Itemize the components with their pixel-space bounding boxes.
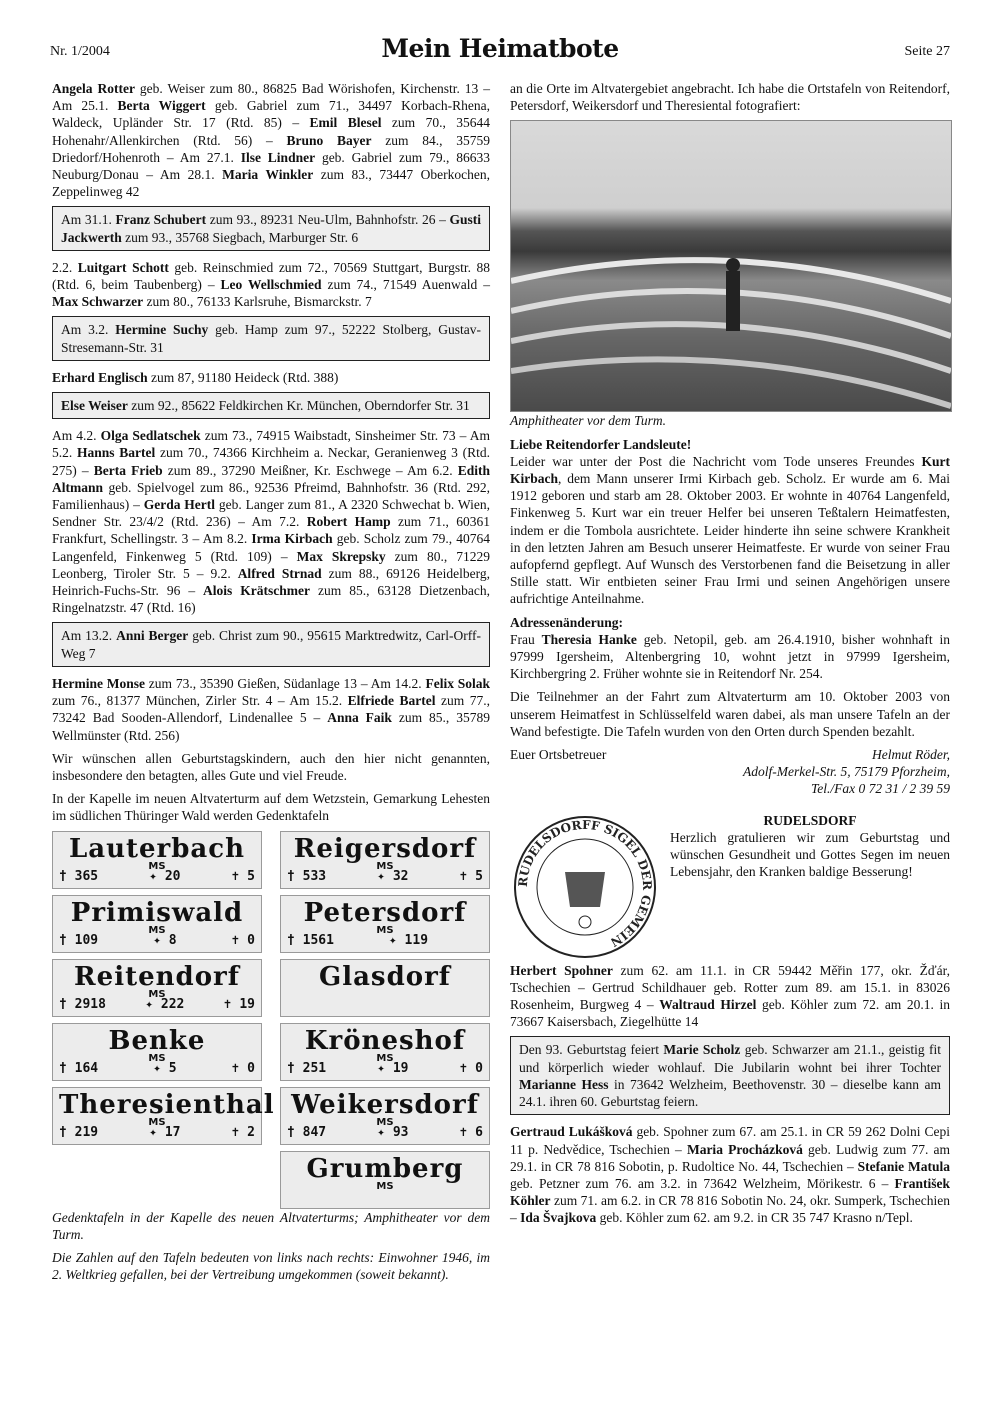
tablet-ms-label: MS (148, 1052, 166, 1064)
tablet-numbers (287, 1124, 483, 1141)
memorial-tablet (280, 831, 490, 889)
tablet-ms-label: MS (376, 860, 394, 872)
person-name: Alois Krätschmer (203, 583, 310, 599)
tablet-number: ✦ 20 (149, 869, 181, 885)
highlight-box: Den 93. Geburtstag feiert Marie Scholz geb. Schwarzer am 21.1., geistig fit und körperlich wieder wohlauf. Die Jubilarin wohnt bei ihrer Tochter Marianne Hess in 73642 Welzheim, Beethovenstr. 30 – dieselbe kann am 24.1. ihren 60. Geburtstag feiern. (510, 1036, 950, 1115)
memorial-tablet (280, 1087, 490, 1145)
tablet-ms-label: MS (376, 1180, 394, 1192)
person-name: Else Weiser (61, 398, 128, 414)
person-name: Theresia Hanke (541, 631, 637, 647)
tablet-village-name: Reitendorf (74, 961, 240, 992)
chapel-paragraph: In der Kapelle im neuen Altvaterturm auf dem Wetzstein, Gemarkung Lehesten im südlichen Thüringer Wald werden Gedenktafeln (52, 791, 490, 824)
tablet-number: ✦ 19 (377, 1061, 409, 1077)
tablet-number: † 109 (59, 933, 99, 949)
tablet-number: † 251 (287, 1061, 327, 1077)
memorial-tablet (280, 895, 490, 953)
birthday-paragraph: Gertraud Lukášková geb. Spohner zum 67. am 25.1. in CR 59 262 Dolni Cepi 11 p. Nedvědice, Tschechien – Maria Procházková geb. Ludwig zum 77. am 29.1. in CR 78 816 Sobotin, p. Rudoltice No. 44, Tschechien – Stefanie Matula geb. Petzner zum 76. am 3.2. in 73642 Welzheim, Mörikestr. 6 – František Köhler zum 71. am 6.2. in CR 78 816 Sobotin No. 24, okr. Sumperk, Tschechien – Ida Švajkova geb. Köhler zum 62. am 9.2. in CR 35 747 Krasno n/Tepl. (510, 1124, 950, 1226)
tablet-village-name: Benke (108, 1025, 206, 1056)
tablet-numbers (59, 1060, 255, 1077)
person-name: Berta Wiggert (117, 98, 206, 114)
highlight-box: Am 3.2. Hermine Suchy geb. Hamp zum 97., 52222 Stolberg, Gustav-Stresemann-Str. 31 (52, 316, 490, 360)
memorial-tablet (52, 831, 262, 889)
tablet-number: ✝ 2 (231, 1125, 255, 1141)
issue-number: Nr. 1/2004 (50, 44, 110, 59)
person-name: Gusti Jackwerth (61, 212, 481, 245)
wishes-paragraph: Wir wünschen allen Geburtstagskindern, auch den hier nicht genannten, insbesondere den betagten, alles Gute und viel Freude. (52, 750, 490, 783)
person-name: Maria Winkler (222, 167, 314, 183)
tablet-number: † 533 (287, 869, 327, 885)
tablet-village-name: Theresienthal (59, 1089, 275, 1120)
highlight-box: Am 13.2. Anni Berger geb. Christ zum 90., 95615 Marktredwitz, Carl-Orff-Weg 7 (52, 622, 490, 666)
tablet-number: ✦ 17 (149, 1125, 181, 1141)
tablet-ms-label: MS (376, 1116, 394, 1128)
tablet-numbers (287, 868, 483, 885)
tablet-number: ✝ 5 (459, 869, 483, 885)
person-name: Waltraud Hirzel (659, 997, 757, 1013)
signature-line (510, 746, 950, 763)
tablet-ms-label: MS (376, 1052, 394, 1064)
birthday-paragraph: Erhard Englisch zum 87, 91180 Heideck (Rtd. 388) (52, 369, 339, 385)
person-name: Hermine Suchy (115, 322, 209, 338)
memorial-tablet (280, 959, 490, 1017)
tablet-number: ✦ 32 (377, 869, 409, 885)
tablet-number: † 219 (59, 1125, 99, 1141)
person-name: Alfred Strnad (237, 565, 322, 581)
tablet-number: † 365 (59, 869, 99, 885)
person-name: Max Skrepsky (296, 548, 386, 564)
person-name: Marie Scholz (663, 1042, 741, 1058)
person-name: František Köhler (510, 1175, 950, 1209)
birthday-paragraph: Hermine Monse zum 73., 35390 Gießen, Südanlage 13 – Am 14.2. Felix Solak zum 76., 81377 München, Zirler Str. 4 – Am 15.2. Elfriede Bartel zum 77., 73242 Bad Sooden-Allendorf, Lindenallee 5 – Anna Faik zum 85., 35789 Wellmünster (Rtd. 256) (52, 675, 490, 743)
person-name: Emil Blesel (309, 115, 382, 131)
memorial-tablet (52, 895, 262, 953)
rudelsdorf-text (670, 812, 950, 962)
memorial-tablet (52, 1087, 275, 1145)
tablet-number: ✝ 0 (231, 933, 255, 949)
person-name: Anni Berger (116, 628, 189, 644)
person-name: Erhard Englisch (52, 369, 148, 385)
memorial-tablet (280, 1023, 490, 1081)
person-name: Angela Rotter (52, 81, 135, 96)
person-name: Marianne Hess (519, 1076, 609, 1092)
person-name: Berta Frieb (93, 462, 163, 478)
tablet-village-name: Reigersdorf (293, 833, 477, 864)
amphitheater-steps-graphic (511, 241, 951, 411)
tablet-village-name: Kröneshof (304, 1025, 466, 1056)
person-name: Hermine Monse (52, 675, 146, 691)
tablets-legend: Die Zahlen auf den Tafeln bedeuten von links nach rechts: Einwohner 1946, im 2. Weltkrieg gefallen, bei der Vertreibung umgekommen (soweit bekannt). (52, 1249, 490, 1283)
tablet-ms-label: MS (148, 924, 166, 936)
person-name: Hanns Bartel (76, 445, 156, 461)
tablet-column-left (52, 831, 275, 1209)
intro-paragraph: an die Orte im Altvatergebiet angebracht. Ich habe die Ortstafeln von Reitendorf, Petersdorf, Weikersdorf und Theresiental fotografiert: (510, 81, 950, 114)
person-name: Gertraud Lukášková (510, 1124, 633, 1140)
person-name: Stefanie Matula (857, 1158, 950, 1174)
tablet-village-name: Petersdorf (303, 897, 467, 928)
section-heading: Liebe Reitendorfer Landsleute! (510, 436, 692, 452)
tablet-numbers (59, 996, 255, 1013)
tablet-village-name: Weikersdorf (291, 1089, 479, 1120)
rudelsdorf-section (510, 812, 950, 962)
tablet-number: ✝ 5 (231, 869, 255, 885)
person-name: Gerda Hertl (143, 497, 216, 513)
tablet-ms-label: MS (148, 988, 166, 1000)
memorial-tablet (52, 1023, 262, 1081)
tablet-numbers (287, 932, 483, 949)
birthday-paragraph: Am 4.2. Olga Sedlatschek zum 73., 74915 Waibstadt, Sinsheimer Str. 73 – Am 5.2. Hanns Bartel zum 70., 74366 Kirchheim a. Neckar, Geranienweg 3 (Rtd. 275) – Berta Frieb zum 89., 37290 Meißner, Kr. Eschwege – Am 6.2. Edith Altmann geb. Spielvogel zum 86., 92536 Pfreimd, Bahnhofstr. 36 (Rtd. 292, Familienhaus) – Gerda Hertl geb. Langer zum 81., A 2320 Schwechat b. Wien, Sendner Str. 23/4/2 (Rtd. 236) – Am 7.2. Robert Hamp zum 71., 60361 Frankfurt, Schellingstr. 3 – Am 8.2. Irma Kirbach geb. Scholz zum 79., 40764 Langenfeld, Finkenweg 5 (Rtd. 109) – Max Skrepsky zum 80., 71229 Leonberg, Tiroler Str. 5 – 9.2. Alfred Strnad zum 88., 69126 Heidelberg, Heinrich-Fuchs-Str. 96 – Alois Krätschmer zum 85., 63128 Dietzenbach, Ringelnatzstr. 47 (Rtd. 16) (52, 428, 490, 616)
right-column (510, 80, 950, 1233)
signature-label: Euer Ortsbetreuer (510, 747, 607, 763)
tablet-number: ✦ 119 (388, 933, 429, 949)
birthday-paragraph: Herbert Spohner zum 62. am 11.1. in CR 59442 Měřin 177, okr. Žďár, Tschechien – Gertrud Schildhauer geb. Rotter zum 89. am 15.1. in 83026 Rosenheim, Burgweg 4 – Waltraud Hirzel geb. Köhler zum 72. am 20.1. in 73667 Kaisersbach, Ziegelhütte 14 (510, 962, 950, 1030)
tablet-numbers (59, 932, 255, 949)
section-heading: Adressenänderung: (510, 614, 624, 630)
tablet-number: ✦ 93 (377, 1125, 409, 1141)
highlight-box: Am 31.1. Franz Schubert zum 93., 89231 Neu-Ulm, Bahnhofstr. 26 – Gusti Jackwerth zum 93., 35768 Siegbach, Marburger Str. 6 (52, 206, 490, 250)
masthead-logo: Mein Heimatbote (381, 34, 619, 63)
obituary-paragraph: Leider war unter der Post die Nachricht vom Tode unseres Freundes Kurt Kirbach, dem Mann unserer Irmi Kirbach geb. Scholz. Er wurde am 6. Mai 1912 geboren und starb am 28. Oktober 2003. Er wohnte in 40764 Langenfeld, Finkenweg 5. Kurt war ein treuer Helfer bei unseren Teßtalern Heimatfesten, indem er die Tombola ausrichtete. Leider hinderte ihn seine schwere Krankheit in den letzten Jahren am Besuch unserer Heimatfeste. Er wurde von seiner Frau aufopfernd gepflegt. Auf Wunsch des Verstorbenen fand die Beisetzung in aller Stille statt. Wir entbieten seiner Frau Irmi und seinen Angehörigen unsere aufrichtige Anteilnahme. (510, 453, 950, 607)
trip-paragraph: Die Teilnehmer an der Fahrt zum Altvaterturm am 10. Oktober 2003 von unserem Heimatfest in Schlüsselfeld waren dabei, als man unsere Tafeln an der Wand befestigte. Die Tafeln wurden von den Orten durch Spenden bezahlt. (510, 689, 950, 739)
person-name: Bruno Bayer (286, 132, 372, 148)
tablet-ms-label: MS (148, 860, 166, 872)
tablet-number: † 1561 (287, 933, 334, 949)
person-name: Franz Schubert (115, 212, 207, 228)
tablets-caption: Gedenktafeln in der Kapelle des neuen Altvaterturms; Amphitheater vor dem Turm. (52, 1209, 490, 1242)
tablet-village-name: Glasdorf (319, 961, 451, 992)
person-name: Edith Altmann (52, 462, 490, 495)
greeting-paragraph: Herzlich gratulieren wir zum Geburtstag und wünschen Gesundheit und Gottes Segen im neuen Lebensjahr, den Kranken baldige Besserung! (670, 829, 950, 880)
tablet-numbers (287, 1060, 483, 1077)
seal-inscription: RUDELSDORFF SIGEL DER GEMEIN (515, 817, 655, 950)
birthday-paragraph: Angela Rotter geb. Weiser zum 80., 86825 Bad Wörishofen, Kirchenstr. 13 – Am 25.1. Berta Wiggert geb. Gabriel zum 71., 34497 Korbach-Rhena, Waldeck, Upländer Str. 17 (Rtd. 85) – Emil Blesel zum 70., 35644 Hohenahr/Allenkirchen (Rtd. 56) – Bruno Bayer zum 84., 35759 Driedorf/Hohenroth – Am 27.1. Ilse Lindner geb. Gabriel zum 79., 86633 Neuburg/Donau – Am 28.1. Maria Winkler zum 83., 73447 Oberkochen, Zeppelinweg 42 (52, 81, 491, 200)
tablet-number: † 847 (287, 1125, 327, 1141)
page-header (50, 34, 950, 70)
person-name: Irma Kirbach (251, 531, 333, 547)
amphitheater-photo (510, 120, 952, 412)
person-name: Robert Hamp (306, 514, 391, 530)
tablet-number: ✝ 0 (231, 1061, 255, 1077)
person-name: Luitgart Schott (77, 259, 169, 275)
tablet-village-name: Grumberg (306, 1153, 464, 1184)
municipal-seal-icon (510, 812, 660, 962)
tablet-village-name: Primiswald (70, 897, 244, 928)
signature-name: Helmut Röder, (872, 747, 950, 763)
person-name: Maria Procházková (686, 1141, 803, 1157)
person-name: Anna Faik (327, 710, 392, 726)
person-name: Olga Sedlatschek (100, 428, 201, 444)
tablet-numbers (59, 1124, 255, 1141)
signature-phone: Tel./Fax 0 72 31 / 2 39 59 (810, 781, 950, 797)
section-title: RUDELSDORF (763, 812, 857, 828)
tablet-number: ✦ 8 (153, 933, 177, 949)
person-name: Ilse Lindner (240, 149, 316, 165)
page-number: Seite 27 (904, 44, 950, 59)
tablet-number: ✦ 5 (153, 1061, 177, 1077)
person-name: Herbert Spohner (510, 962, 613, 978)
tablet-number: † 164 (59, 1061, 99, 1077)
memorial-tablet (280, 1151, 490, 1209)
tablet-number: ✝ 0 (459, 1061, 483, 1077)
person-name: Elfriede Bartel (347, 693, 436, 709)
person-name: Kurt Kirbach (510, 453, 950, 487)
person-name: Felix Solak (425, 675, 490, 691)
person-name: Ida Švajkova (520, 1210, 597, 1226)
tablet-number: † 2918 (59, 997, 106, 1013)
tablet-number: ✝ 19 (223, 997, 255, 1013)
person-name: Leo Wellschmied (220, 277, 322, 293)
birthday-paragraph: 2.2. Luitgart Schott geb. Reinschmied zum 72., 70569 Stuttgart, Burgstr. 88 (Rtd. 6, beim Taubenberg) – Leo Wellschmied zum 74., 71549 Auenwald – Max Schwarzer zum 80., 76133 Karlsruhe, Bismarckstr. 7 (52, 259, 491, 310)
address-change-paragraph: Frau Theresia Hanke geb. Netopil, geb. am 26.4.1910, bisher wohnhaft in 97999 Igersheim, Altenbergring 10, wohnt jetzt in 97999 Igersheim, Kirchbergring 2. Früher wohnte sie in Reitendorf Nr. 254. (510, 631, 951, 682)
tablet-number: ✦ 222 (145, 997, 185, 1013)
memorial-tablet (52, 959, 262, 1017)
tablet-column-right (280, 831, 490, 1209)
memorial-tablets (52, 831, 490, 1209)
tablet-village-name: Lauterbach (68, 833, 246, 864)
person-name: Max Schwarzer (52, 294, 144, 310)
tablet-numbers (59, 868, 255, 885)
tablet-ms-label: MS (148, 1116, 166, 1128)
signature-address: Adolf-Merkel-Str. 5, 75179 Pforzheim, (743, 764, 950, 780)
photo-caption: Amphitheater vor dem Turm. (510, 413, 666, 429)
left-column (52, 80, 490, 1289)
tablet-number: ✝ 6 (459, 1125, 483, 1141)
tablet-ms-label: MS (376, 924, 394, 936)
highlight-box: Else Weiser zum 92., 85622 Feldkirchen Kr. München, Oberndorfer Str. 31 (52, 392, 490, 419)
